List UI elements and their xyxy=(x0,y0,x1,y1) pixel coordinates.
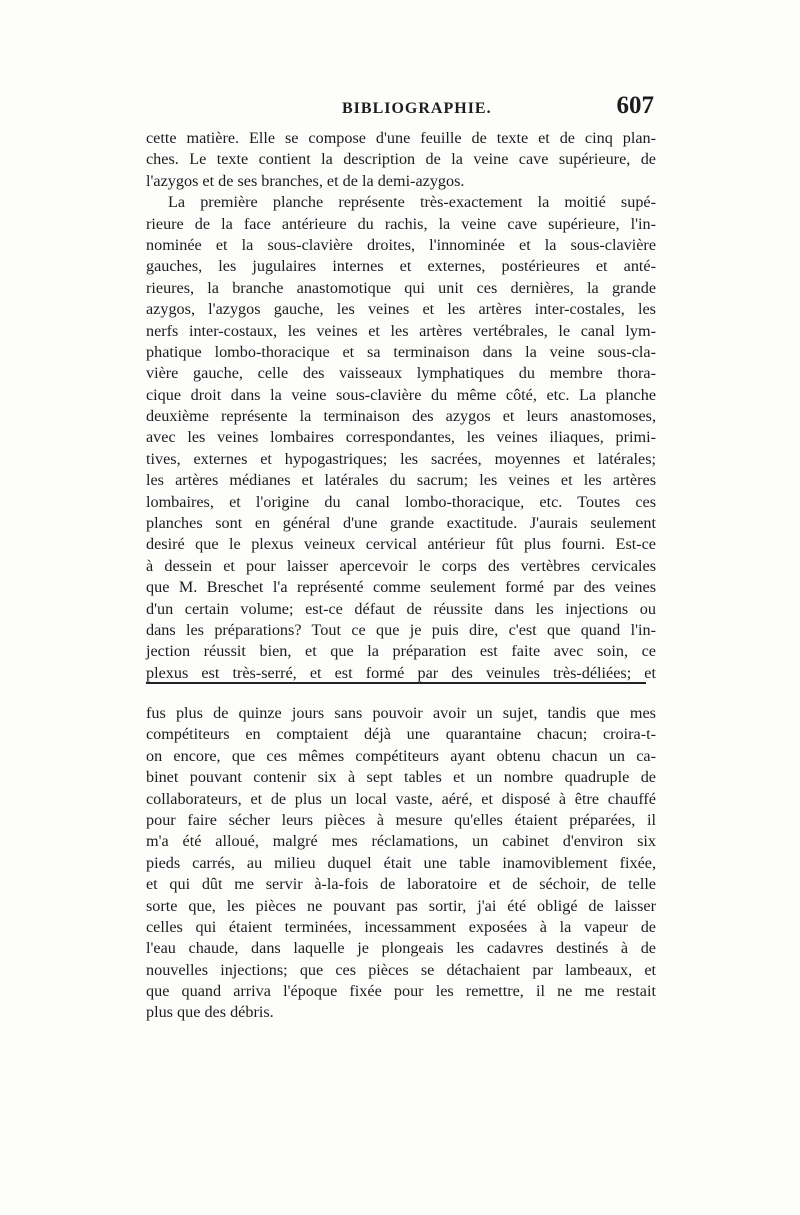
footnote-line: plus que des débris. xyxy=(146,1003,274,1022)
text-line: cique droit dans la veine sous-clavière du même côté, etc. La planche xyxy=(146,385,656,404)
text-line: rieure de la face antérieure du rachis, la veine cave supérieure, l'in- xyxy=(146,214,656,233)
footnote-line: nouvelles injections; que ces pièces se détachaient par lambeaux, et xyxy=(146,960,656,979)
footnote-line: compétiteurs en comptaient déjà une quarantaine chacun; croira-t- xyxy=(146,725,656,744)
footnote-line: et qui dût me servir à-la-fois de laboratoire et de séchoir, de telle xyxy=(146,875,656,894)
text-line: avec les veines lombaires correspondantes, les veines iliaques, primi- xyxy=(146,428,656,447)
running-head: BIBLIOGRAPHIE. xyxy=(342,100,492,117)
text-line: dans les préparations? Tout ce que je puis dire, c'est que quand l'in- xyxy=(146,620,656,639)
text-line: La première planche représente très-exactement la moitié supé- xyxy=(168,193,656,212)
text-line: rieures, la branche anastomotique qui unit ces dernières, la grande xyxy=(146,278,656,297)
main-text xyxy=(146,128,656,684)
footnote-line: fus plus de quinze jours sans pouvoir avoir un sujet, tandis que mes xyxy=(146,704,656,722)
footnote-line: m'a été alloué, malgré mes réclamations, un cabinet d'environ six xyxy=(146,832,656,851)
text-line: nerfs inter-costaux, les veines et les artères vertébrales, le canal lym- xyxy=(146,321,656,340)
footnote-line: binet pouvant contenir six à sept tables et un nombre quadruple de xyxy=(146,768,656,787)
text-line: nominée et la sous-clavière droites, l'innominée et la sous-clavière xyxy=(146,235,656,254)
text-line: les artères médianes et latérales du sacrum; les veines et les artères xyxy=(146,471,656,490)
text-line: que M. Breschet l'a représenté comme seulement formé par des veines xyxy=(146,578,656,597)
text-line: azygos, l'azygos gauche, les veines et les artères inter-costales, les xyxy=(146,300,656,319)
text-line: gauches, les jugulaires internes et externes, postérieures et anté- xyxy=(146,257,656,276)
footnote-line: sorte que, les pièces ne pouvant pas sortir, j'ai été obligé de laisser xyxy=(146,896,656,915)
text-line: vière gauche, celle des vaisseaux lymphatiques du membre thora- xyxy=(146,364,656,383)
footnote-line: pour faire sécher leurs pièces à mesure qu'elles étaient préparées, il xyxy=(146,810,656,829)
text-line: jection réussit bien, et que la préparation est faite avec soin, ce xyxy=(146,642,656,661)
footnote-line: celles qui étaient terminées, incessamment exposées à la vapeur de xyxy=(146,917,656,936)
footnote-line: on encore, que ces mêmes compétiteurs ayant obtenu chacun un ca- xyxy=(146,746,656,765)
text-line: deuxième représente la terminaison des azygos et leurs anastomoses, xyxy=(146,407,656,426)
text-line: desiré que le plexus veineux cervical antérieur fût plus fourni. Est-ce xyxy=(146,535,656,554)
text-line: plexus est très-serré, et est formé par des veinules très-déliées; et xyxy=(146,663,656,682)
text-line: phatique lombo-thoracique et sa terminaison dans la veine sous-cla- xyxy=(146,342,656,361)
footnote-line: que quand arriva l'époque fixée pour les remettre, il ne me restait xyxy=(146,982,656,1001)
footnote-line: l'eau chaude, dans laquelle je plongeais les cadavres destinés à de xyxy=(146,939,656,958)
text-line: tives, externes et hypogastriques; les sacrées, moyennes et latérales; xyxy=(146,449,656,468)
text-line: d'un certain volume; est-ce défaut de réussite dans les injections ou xyxy=(146,599,656,618)
text-line: lombaires, et l'origine du canal lombo-thoracique, etc. Toutes ces xyxy=(146,492,656,511)
footnote xyxy=(146,703,656,1024)
page-number: 607 xyxy=(616,92,654,119)
text-line: cette matière. Elle se compose d'une feuille de texte et de cinq plan- xyxy=(146,129,656,147)
text-line: planches sont en général d'une grande exactitude. J'aurais seulement xyxy=(146,514,656,533)
footnote-line: pieds carrés, au milieu duquel était une table inamoviblement fixée, xyxy=(146,853,656,872)
text-line: l'azygos et de ses branches, et de la demi-azygos. xyxy=(146,171,465,190)
text-line: à dessein et pour laisser apercevoir le corps des vertèbres cervicales xyxy=(146,556,656,575)
text-line: ches. Le texte contient la description de la veine cave supérieure, de xyxy=(146,150,656,169)
footnote-separator xyxy=(146,682,646,684)
page-header xyxy=(146,92,656,122)
footnote-line: collaborateurs, et de plus un local vaste, aéré, et disposé à être chauffé xyxy=(146,789,656,808)
